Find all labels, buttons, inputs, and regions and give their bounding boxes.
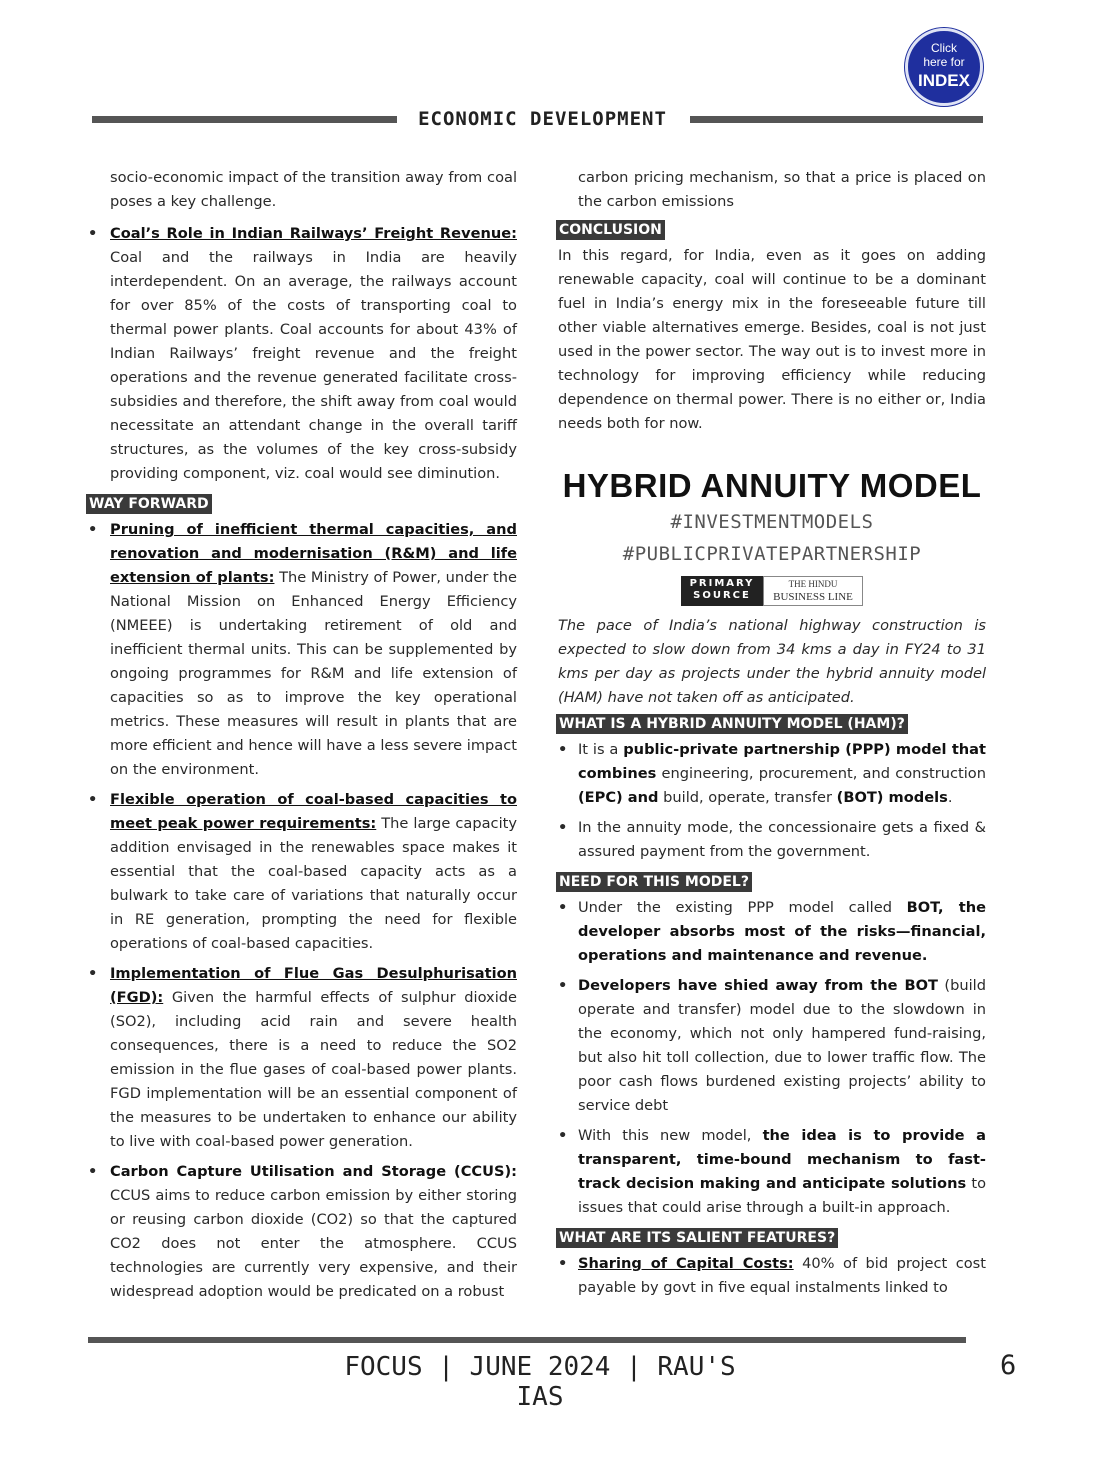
list-item [88, 518, 517, 782]
what-is-tag: WHAT IS A HYBRID ANNUITY MODEL (HAM)? [556, 714, 908, 734]
list-item [558, 1252, 986, 1300]
intro-text: socio-economic impact of the transition away from coal poses a key challenge. [110, 169, 517, 210]
list-item [558, 896, 986, 968]
ccus-continued-text: carbon pricing mechanism, so that a price is placed on the carbon emissions [578, 169, 986, 210]
text-span: In the annuity mode, the concessionaire gets a fixed & assured payment from the government. [578, 819, 986, 860]
list-item [558, 738, 986, 810]
conclusion-text: In this regard, for India, even as it goes on adding renewable capacity, coal will continue to be a dominant fuel in India’s energy mix in the foreseeable future till other viable alternatives emerge. Besides, coal is not just used in the power sector. The way out is to invest more in technology for improving efficiency while reducing dependence on thermal power. There is no either or, India needs both for now. [558, 247, 986, 432]
text-span: It is a [578, 741, 624, 758]
need-tag: NEED FOR THIS MODEL? [556, 872, 752, 892]
index-button-line1: Click [931, 41, 957, 55]
right-column [558, 166, 986, 1306]
page-number: 6 [1000, 1350, 1017, 1381]
text-span: the idea is to provide a transparent, time-bound mechanism to fast-track decision making and anticipate solutions [578, 1127, 986, 1192]
item-text: Coal and the railways in India are heavily interdependent. On an average, the railways account for over 85% of the costs of transporting coal to thermal power plants. Coal accounts for about 43% of Indian Railways’ freight revenue and the freight operations and the revenue generated facilitate cross-subsidies and therefore, the shift away from coal would necessitate an attendant change in the overall tariff structures, as the volumes of the key cross-subsidy providing component, viz. coal would see diminution. [110, 249, 517, 482]
list-item [88, 222, 517, 486]
hashtag: #PUBLICPRIVATEPARTNERSHIP [622, 543, 922, 565]
list-item [88, 1160, 517, 1304]
primary-source-line2: SOURCE [693, 590, 751, 601]
text-span: BOT, the developer absorbs most of the risks—financial, operations and maintenance and revenue. [578, 899, 986, 964]
text-span: build, operate, transfer [658, 789, 837, 806]
text-span: Under the existing PPP model called [578, 899, 907, 916]
railways-list [88, 222, 517, 486]
item-heading: Coal’s Role in Indian Railways’ Freight Revenue: [110, 225, 517, 242]
item-text: CCUS aims to reduce carbon emission by either storing or reusing carbon dioxide (CO2) so that the captured CO2 does not enter the atmosphere. CCUS technologies are currently very expensive, and their widespread adoption would be predicated on a robust [110, 1187, 517, 1300]
business-line-logo [763, 576, 863, 606]
index-button-line2: here for [923, 55, 965, 69]
footer-text: FOCUS | JUNE 2024 | RAU'S IAS [344, 1352, 736, 1412]
text-span: . [947, 789, 953, 806]
text-span: engineering, procurement, and construction [656, 765, 986, 782]
item-heading: Flexible operation of coal-based capacities to meet peak power requirements: [110, 791, 517, 832]
list-item [558, 816, 986, 864]
text-span: (EPC) and [578, 789, 659, 806]
features-list [558, 1252, 986, 1300]
way-forward-tag: WAY FORWARD [86, 494, 212, 514]
item-heading: Implementation of Flue Gas Desulphurisation (FGD): [110, 965, 517, 1006]
list-item [558, 974, 986, 1118]
text-span: With this new model, [578, 1127, 763, 1144]
conclusion-tag: CONCLUSION [556, 220, 665, 240]
item-text: The Ministry of Power, under the National Mission on Enhanced Energy Efficiency (NMEEE) is undertaking retirement of old and inefficient thermal units. This can be supplemented by ongoing programmes for R&M and life extension of capacities so as to improve the key operational metrics. These measures will result in plants that are more efficient and hence will have a less severe impact on the environment. [110, 569, 517, 778]
item-heading: Pruning of inefficient thermal capacities, and renovation and modernisation (R&M) and life extension of plants: [110, 521, 517, 586]
item-heading: Carbon Capture Utilisation and Storage (CCUS): [110, 1163, 517, 1180]
features-tag: WHAT ARE ITS SALIENT FEATURES? [556, 1228, 838, 1248]
item-text: The large capacity addition envisaged in the renewables space makes it essential that the coal-based capacity acts as a bulwark to take care of variations that naturally occur in RE generation, prompting the need for flexible operations of coal-based capacities. [110, 815, 517, 952]
text-span: to issues that could arise through a built-in approach. [578, 1175, 986, 1216]
need-list [558, 896, 986, 1220]
text-span: (build operate and transfer) model due to the slowdown in the economy, which not only hampered fund-raising, but also hit toll collection, due to lower traffic flow. The poor cash flows burdened existing projects’ ability to service debt [578, 977, 986, 1114]
item-heading: Sharing of Capital Costs: [578, 1255, 794, 1272]
section-title: ECONOMIC DEVELOPMENT [418, 108, 667, 130]
source-logos [558, 576, 986, 606]
primary-source-line1: PRIMARY [689, 578, 755, 589]
header-rule-right [690, 116, 983, 123]
what-is-list [558, 738, 986, 864]
item-text: Given the harmful effects of sulphur dioxide (SO2), including acid rain and severe health consequences, there is a need to reduce the SO2 emission in the flue gases of coal-based power plants. FGD implementation will be an essential component of the measures to be undertaken to enhance our ability to live with coal-based power generation. [110, 989, 517, 1150]
business-line-line2: BUSINESS LINE [773, 591, 853, 603]
item-text: 40% of bid project cost payable by govt in five equal instalments linked to [578, 1255, 986, 1296]
way-forward-list [88, 518, 517, 1304]
list-item [88, 962, 517, 1154]
business-line-line1: THE HINDU [788, 579, 838, 589]
hashtag: #INVESTMENTMODELS [670, 511, 874, 533]
article-title: HYBRID ANNUITY MODEL [562, 467, 982, 504]
index-button[interactable] [905, 28, 983, 106]
text-span: Developers have shied away from the BOT [578, 977, 938, 994]
header-rule-left [92, 116, 397, 123]
lead-text: The pace of India’s national highway construction is expected to slow down from 34 kms a day in FY24 to 31 kms per day as projects under the hybrid annuity model (HAM) have not taken off as anticipated. [558, 617, 986, 706]
text-span: (BOT) models [836, 789, 948, 806]
list-item [88, 788, 517, 956]
left-column [88, 166, 517, 1310]
primary-source-logo [681, 576, 763, 606]
text-span: public-private partnership (PPP) model that combines [578, 741, 987, 782]
list-item [558, 1124, 986, 1220]
index-button-line3: INDEX [918, 71, 970, 90]
footer-rule [88, 1337, 966, 1343]
